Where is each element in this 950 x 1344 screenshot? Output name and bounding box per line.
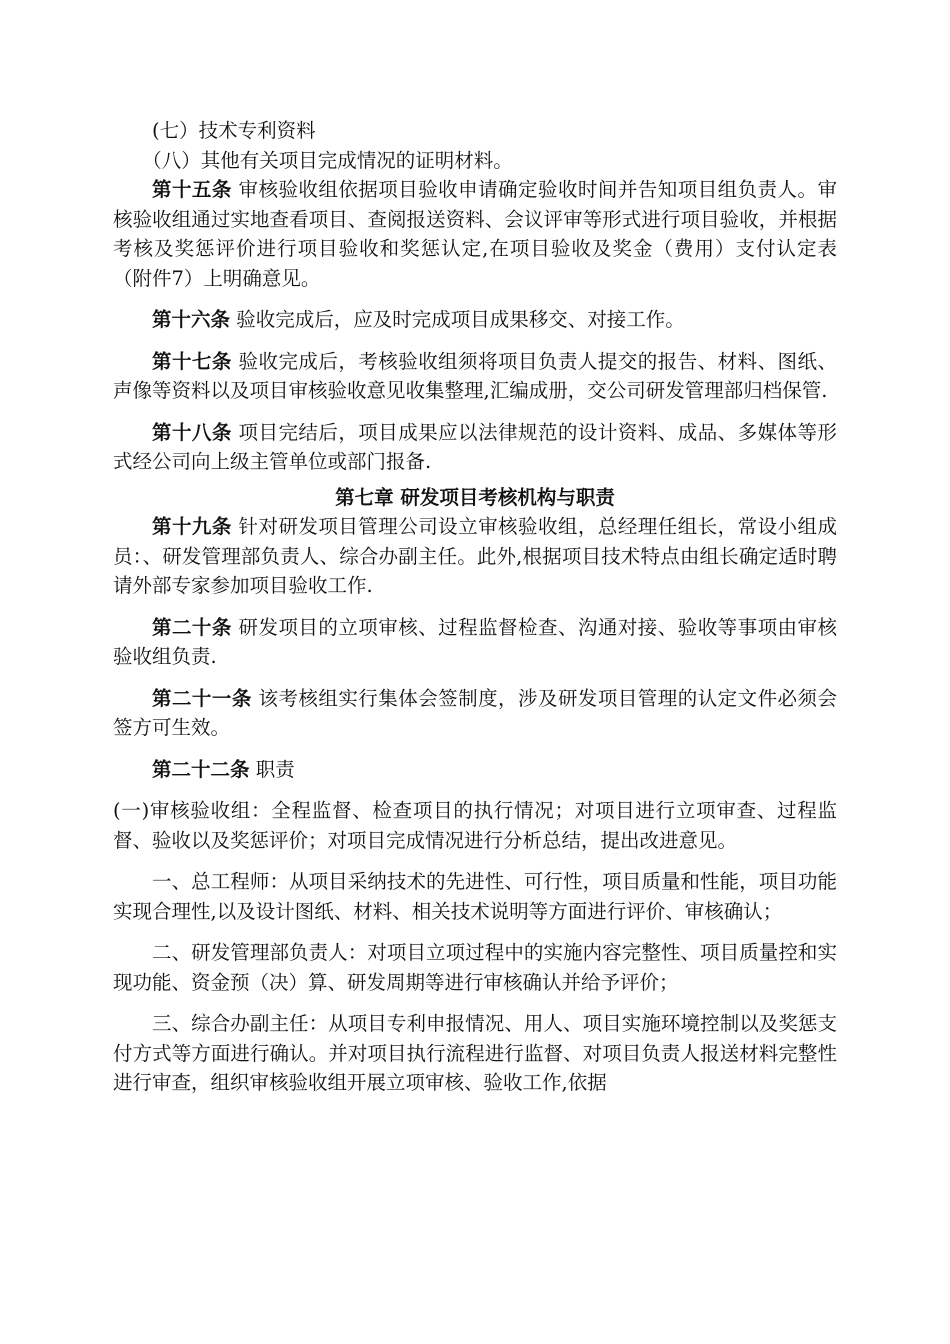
article-number: 第二十二条	[152, 757, 250, 781]
article-19	[113, 512, 837, 601]
duty-office-deputy	[113, 1009, 837, 1098]
paragraph-text: （八）其他有关项目完成情况的证明材料。	[142, 148, 513, 172]
article-17	[113, 347, 837, 406]
article-21	[113, 684, 837, 743]
paragraph-text: (一)审核验收组：全程监督、检查项目的执行情况；对项目进行立项审查、过程监督、验收以及奖惩评价；对项目完成情况进行分析总结，提出改进意见。	[113, 799, 837, 852]
article-text: 审核验收组依据项目验收申请确定验收时间并告知项目组负责人。审核验收组通过实地查看项目、查阅报送资料、会议评审等形式进行项目验收，并根据考核及奖惩评价进行项目验收和奖惩认定,在项目验收及奖金（费用）支付认定表（附件7）上明确意见。	[113, 178, 837, 290]
paragraph-text: 二、研发管理部负责人：对项目立项过程中的实施内容完整性、项目质量控和实现功能、资金预（决）算、研发周期等进行审核确认并给予评价；	[113, 941, 837, 994]
duty-audit-group	[113, 796, 837, 855]
article-15	[113, 175, 837, 293]
article-text: 职责	[249, 757, 295, 781]
duty-chief-engineer	[113, 867, 837, 926]
article-text: 该考核组实行集体会签制度，涉及研发项目管理的认定文件必须会签方可生效。	[113, 686, 837, 739]
article-16	[113, 305, 837, 335]
article-number: 第十六条	[152, 308, 231, 331]
article-number: 第十五条	[152, 178, 232, 201]
article-text: 验收完成后，应及时完成项目成果移交、对接工作。	[230, 308, 685, 331]
paragraph-item-8	[113, 146, 837, 176]
paragraph-item-7	[113, 116, 837, 146]
article-20	[113, 613, 837, 672]
article-number: 第十七条	[152, 349, 232, 373]
article-18	[113, 418, 837, 477]
paragraph-text: (七）技术专利资料	[152, 119, 316, 142]
article-number: 第十九条	[152, 515, 232, 538]
paragraph-text: 三、综合办副主任：从项目专利申报情况、用人、项目实施环境控制以及奖惩支付方式等方面进行确认。并对项目执行流程进行监督、对项目负责人报送材料完整性进行审查，组织审核验收组开展立项审核、验收工作,依据	[113, 1012, 837, 1094]
duty-rd-manager	[113, 938, 837, 997]
article-text: 验收完成后，考核验收组须将项目负责人提交的报告、材料、图纸、声像等资料以及项目审核验收意见收集整理,汇编成册，交公司研发管理部归档保管.	[113, 349, 837, 402]
document-page	[113, 116, 837, 1098]
chapter-heading: 第七章 研发项目考核机构与职责	[335, 485, 615, 509]
article-number: 第十八条	[152, 420, 232, 444]
article-number: 第二十条	[152, 615, 232, 639]
article-text: 研发项目的立项审核、过程监督检查、沟通对接、验收等事项由审核验收组负责.	[113, 615, 837, 668]
article-text: 针对研发项目管理公司设立审核验收组，总经理任组长，常设小组成员：、研发管理部负责人、综合办副主任。此外,根据项目技术特点由组长确定适时聘请外部专家参加项目验收工作.	[113, 515, 837, 597]
article-22	[113, 755, 837, 785]
article-number: 第二十一条	[152, 686, 252, 710]
article-text: 项目完结后，项目成果应以法律规范的设计资料、成品、多媒体等形式经公司向上级主管单位或部门报备.	[113, 420, 837, 473]
paragraph-text: 一、总工程师：从项目采纳技术的先进性、可行性，项目质量和性能，项目功能实现合理性,以及设计图纸、材料、相关技术说明等方面进行评价、审核确认；	[113, 870, 837, 923]
